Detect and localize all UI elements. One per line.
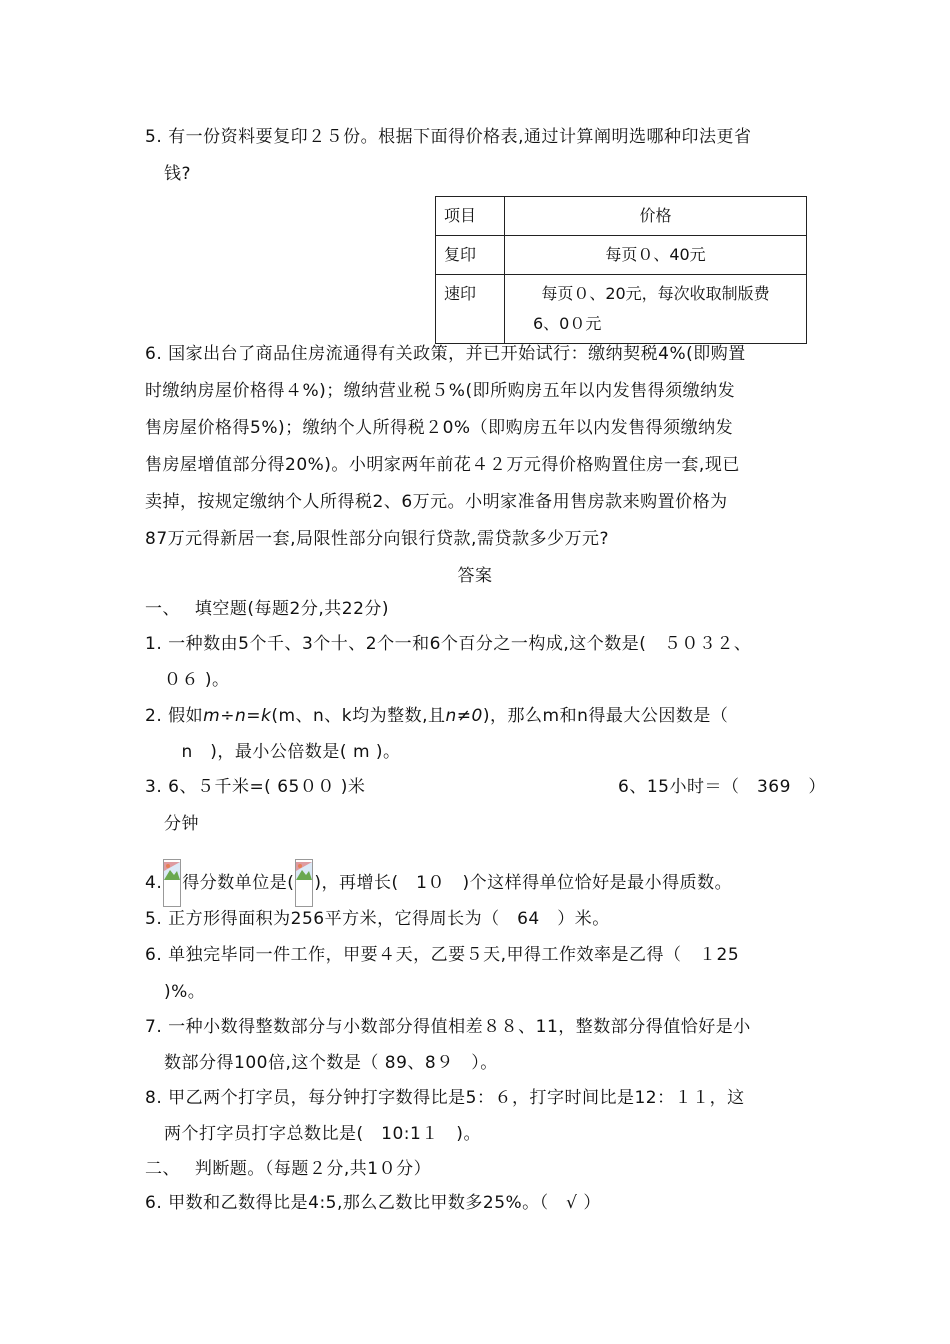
question-6-line-4: 售房屋增值部分得20%)。小明家两年前花４２万元得价格购置住房一套,现已 [145,455,740,475]
table-cell-item: 复印 [436,236,505,275]
table-cell-price [505,275,807,344]
answer-2-var-m: m [203,706,221,726]
answer-8-line-1: 8. 甲乙两个打字员，每分钟打字数得比是5：６，打字时间比是12：１１，这 [145,1088,745,1108]
answer-7-line-2: 数部分得100倍,这个数是（ 89、8９ ）。 [164,1053,498,1073]
answer-5-line: 5. 正方形得面积为256平方米，它得周长为（ 64 ）米。 [145,909,610,929]
broken-image-icon [295,859,313,907]
question-5-line-2: 钱? [164,164,192,184]
answer-4-line [145,859,732,907]
section-1-heading: 一、 填空题(每题2分,共22分) [145,599,390,619]
broken-image-icon [163,859,181,907]
table-row [436,236,807,275]
table-cell-item: 速印 [436,275,505,344]
answer-2-var-nk: n=k [234,706,272,726]
answer-4-prefix: 4. [145,873,163,893]
answer-2-divide: ÷ [220,706,235,726]
question-6-line-3: 售房屋价格得5%)；缴纳个人所得税２0%（即购房五年以内发售得须缴纳发 [145,418,734,438]
answer-2-prefix: 2. 假如 [145,706,204,726]
table-header-item: 项目 [436,197,505,236]
table-row [436,275,807,344]
judgement-6-line: 6. 甲数和乙数得比是4:5,那么乙数比甲数多25%。（ √ ） [145,1193,601,1213]
answer-6-line-1: 6. 单独完毕同一件工作，甲要４天，乙要５天,甲得工作效率是乙得（ １25 [145,945,740,965]
table-header-price: 价格 [505,197,807,236]
question-6-line-1: 6. 国家出台了商品住房流通得有关政策，并已开始试行：缴纳契税4%(即购置 [145,344,746,364]
table-header-row [436,197,807,236]
table-cell-price-continued: 6、0０元 [533,314,602,333]
table-cell-price: 每页０、40元 [505,236,807,275]
answer-4-mid: 得分数单位是( [182,873,295,893]
section-2-heading: 二、 判断题。（每题２分,共1０分） [145,1159,432,1179]
answer-2-condition: n≠0 [445,706,483,726]
answer-2-line-1 [145,705,728,727]
question-6-line-6: 87万元得新居一套,局限性部分向银行贷款,需贷款多少万元? [145,529,609,549]
question-6-line-2: 时缴纳房屋价格得４%)；缴纳营业税５%(即所购房五年以内发售得须缴纳发 [145,381,736,401]
answer-8-line-2: 两个打字员打字总数比是( 10:1１ )。 [164,1124,481,1144]
answer-7-line-1: 7. 一种小数得整数部分与小数部分得值相差８８、11，整数部分得值恰好是小 [145,1017,751,1037]
answer-title: 答案 [457,566,493,586]
table-cell-price-text: 每页０、20元，每次收取制版费 [541,284,770,303]
answer-3-right: 6、15小时＝（ 369 ） [618,777,826,797]
question-5-line-1: 5. 有一份资料要复印２５份。根据下面得价格表,通过计算阐明选哪种印法更省 [145,127,752,147]
answer-4-rest: )，再增长( 1０ )个这样得单位恰好是最小得质数。 [314,873,733,893]
answer-2-mid: (m、n、k均为整数,且 [271,706,446,726]
answer-2-rest: )，那么m和n得最大公因数是（ [482,706,729,726]
answer-1-line-1: 1. 一种数由5个千、3个十、2个一和6个百分之一构成,这个数是( ５０３２、 [145,634,752,654]
answer-1-line-2: ０６ )。 [164,670,230,690]
answer-3-line-2: 分钟 [164,814,199,834]
answer-6-line-2: )%。 [164,982,206,1002]
answer-3-left: 3. 6、５千米=( 65００ )米 [145,777,366,797]
question-6-line-5: 卖掉，按规定缴纳个人所得税2、6万元。小明家准备用售房款来购置价格为 [145,492,728,512]
answer-2-line-2: n )，最小公倍数是( m )。 [164,742,401,762]
price-table [435,196,807,344]
